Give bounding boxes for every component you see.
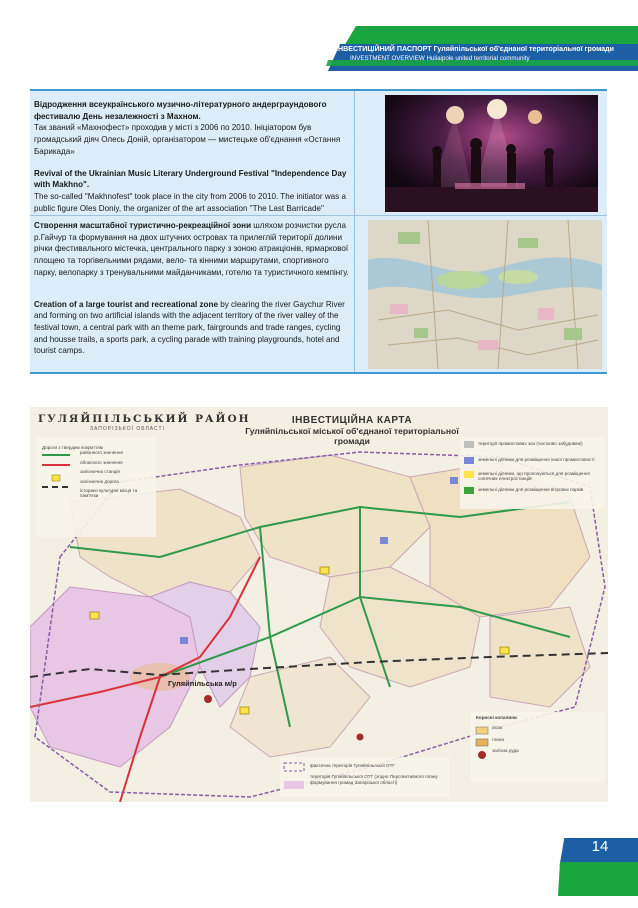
map-title-line2: Гуляйпільської міської об'єднаної територіальної громади xyxy=(245,426,459,446)
header-title-en: INVESTMENT OVERVIEW Huliaipole united territorial community xyxy=(350,55,530,62)
project-2-ua-title: Створення масштабної туристично-рекреаційної зони xyxy=(34,221,252,230)
recreation-zone-plan-image xyxy=(368,220,602,369)
map-legend-boundaries xyxy=(310,763,448,785)
legend-item: залізна руда xyxy=(492,748,519,754)
project-2-ua-body: шляхом розчистки русла р.Гайчур та формування на двох штучних островах та прилеглій території долини річки фестивального містечка, центрального парку з зоною атракціонів, ярмаркової площею та торгівельними рядами, вело- та кінними маршрутами, спортивного парку, велопарку з тренувальними майданчиками, готелю та туристичного кемпінгу. xyxy=(34,221,349,277)
investment-map xyxy=(30,407,608,802)
map-district-subtitle: ЗАПОРІЗЬКОЇ ОБЛАСТІ xyxy=(90,426,165,432)
map-title-line1: ІНВЕСТИЦІЙНА КАРТА xyxy=(291,415,413,426)
footer-band-graphic xyxy=(0,818,638,903)
festival-photo xyxy=(385,95,598,212)
project-1-text xyxy=(34,99,350,214)
map-city-label: Гуляйпільська м/р xyxy=(168,679,237,688)
project-1-en-body: The so-called "Makhnofest" took place in the city from 2006 to 2010. The initiator was a public figure Oles Doniy, the organizer of the art association "The Last Barricade" xyxy=(34,191,346,213)
header-text xyxy=(336,44,636,64)
project-2-text xyxy=(34,220,350,357)
legend-item: Дороги з твердим покриттям xyxy=(42,445,103,450)
map-legend-zones xyxy=(478,441,602,492)
legend-heading: Корисні копалини xyxy=(476,715,517,720)
legend-item: територія Гуляйпільської ОТГ (згідно Перспективного плану формування громад Запорізької області) xyxy=(310,774,438,785)
map-legend-minerals xyxy=(476,715,600,754)
legend-item: фактична територія Гуляйпільської ОТГ xyxy=(310,763,395,768)
project-2-en-title: Creation of a large tourist and recreational zone xyxy=(34,299,218,309)
project-1-ua-body: Так званий «Махнофест» проходив у місті з 2006 по 2010. Ініціатором був громадський діяч Олесь Доній, організатором — мистецьке об'єднання «Остання Барикада» xyxy=(34,123,341,156)
legend-item: земельні ділянки для розміщення вітрових парків xyxy=(478,487,584,492)
project-1-ua-title: Відродження всеукраїнського музично-літературного андерграундового фестивалю День незалежності з Махном. xyxy=(34,100,327,121)
header-banner xyxy=(0,0,638,80)
map-legend-roads xyxy=(42,445,152,499)
header-band-graphic xyxy=(0,0,638,80)
map-title xyxy=(232,415,472,446)
footer-banner xyxy=(0,818,638,903)
legend-item: районного значення xyxy=(80,450,123,456)
column-divider xyxy=(354,91,355,372)
legend-item: території промислових зон (частково забудовані) xyxy=(478,441,583,446)
header-title-ua: ІНВЕСТИЦІЙНИЙ ПАСПОРТ Гуляйпільської об'єднаної територіальної громади xyxy=(336,45,615,53)
legend-item: обласного значення xyxy=(80,459,123,465)
legend-item: пісок xyxy=(492,725,503,731)
legend-item: залізнична станція xyxy=(80,469,120,475)
project-2-en-body: by clearing the river Gaychur River and forming on two artificial islands with the adjacent territory of the river valley of the festival town, a central park with an theme park, fairgrounds and trade ranges, cycling and housse trails, a sports park, a cycling parade with training playgrounds, hotel and tourist camps. xyxy=(34,299,345,356)
projects-table xyxy=(30,89,607,374)
legend-item: історико культурні місця та пам'ятки xyxy=(80,488,138,499)
legend-item: земельні ділянки для розміщення іншої промисловості xyxy=(478,457,595,462)
page-number: 14 xyxy=(591,838,609,855)
legend-item: земельні ділянки, що пропонуються для розміщення сонячних електростанцій xyxy=(478,471,590,482)
legend-item: залізнична дорога xyxy=(80,478,119,484)
map-district-title: ГУЛЯЙПІЛЬСЬКИЙ РАЙОН xyxy=(38,413,251,425)
project-1-en-title: Revival of the Ukrainian Music Literary Underground Festival "Independence Day with Makhno". xyxy=(34,168,347,190)
legend-item: глина xyxy=(492,736,504,742)
row-divider xyxy=(30,215,607,216)
